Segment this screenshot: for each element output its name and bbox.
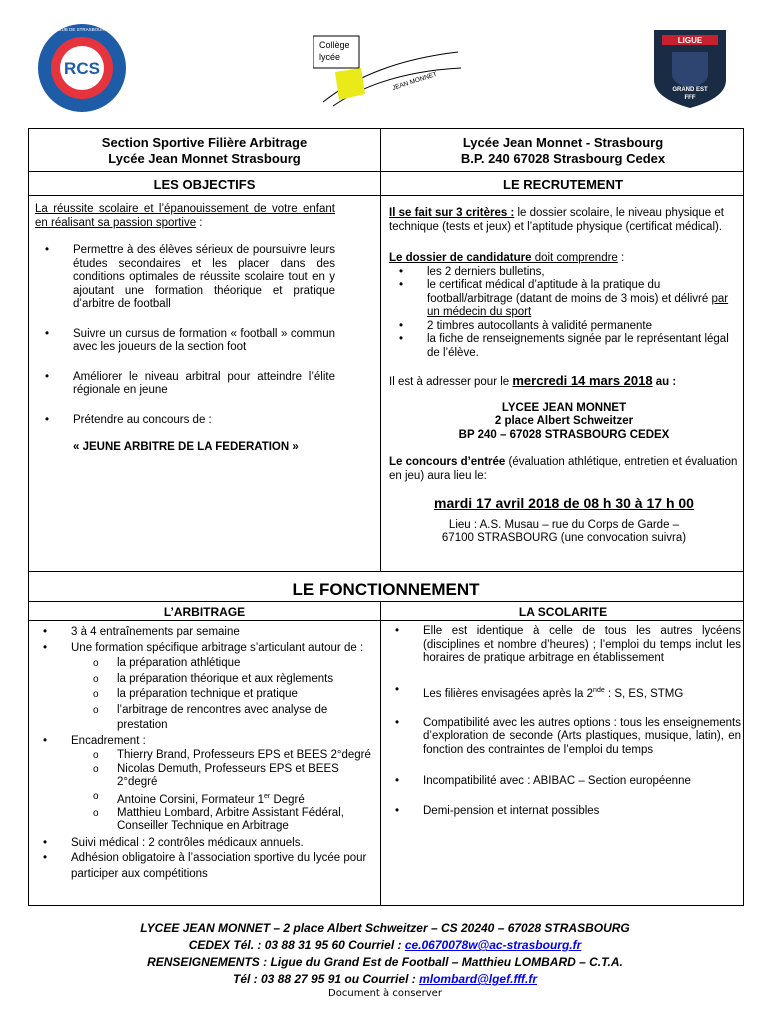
sub-list: [79, 749, 379, 834]
sub-item: o la préparation théorique et aux règlements: [79, 672, 379, 688]
sub-item: o Antoine Corsini, Formateur 1er Degré: [79, 790, 379, 807]
header-right-line1: Lycée Jean Monnet - Strasbourg: [462, 135, 664, 150]
ligue-logo: [650, 24, 730, 110]
logo-bar: [28, 18, 744, 128]
address-block: LYCEE JEAN MONNET 2 place Albert Schweitzer BP 240 – 67028 STRASBOURG CEDEX: [458, 401, 670, 441]
arbitrage-content: [33, 625, 379, 882]
recrutement-content: [389, 207, 739, 546]
list-item: • les 2 derniers bulletins,: [389, 266, 739, 280]
scolarite-content: [385, 625, 741, 818]
header-right: [381, 135, 745, 167]
divider: [29, 620, 743, 621]
list-item: • Prétendre au concours de :: [35, 414, 335, 428]
divider: [29, 571, 743, 572]
concours-date: mardi 17 avril 2018 de 08 h 30 à 17 h 00: [434, 495, 694, 511]
arbitrage-list: [33, 625, 379, 882]
footer-line3: RENSEIGNEMENTS : Ligue du Grand Est de Football – Matthieu LOMBARD – C.T.A.: [147, 955, 623, 969]
fonctionnement-title: LE FONCTIONNEMENT: [292, 580, 480, 599]
dossier-heading: Le dossier de candidature doit comprendre :: [389, 252, 625, 264]
header-left-line2: Lycée Jean Monnet Strasbourg: [108, 151, 301, 166]
scolarite-list: [385, 625, 741, 818]
sub-item: o la préparation technique et pratique: [79, 687, 379, 703]
sub-item: o Matthieu Lombard, Arbitre Assistant Fédéral, Conseiller Technique en Arbitrage: [79, 807, 379, 834]
adresser-text: Il est à adresser pour le mercredi 14 mars 2018 au :: [389, 373, 677, 388]
divider: [29, 171, 743, 172]
divider: [29, 601, 743, 602]
arbitrage-heading: L’ARBITRAGE: [163, 605, 246, 619]
criteres-text: Il se fait sur 3 critères : le dossier scolaire, le niveau physique et technique (tests et jeux) et l’aptitude physique (certificat médical).: [389, 207, 724, 233]
lieu-block: Lieu : A.S. Musau – rue du Corps de Garde – 67100 STRASBOURG (une convocation suivra): [441, 518, 687, 544]
list-item: • Demi-pension et internat possibles: [385, 805, 741, 819]
objectifs-intro: La réussite scolaire et l’épanouissement de votre enfant en réalisant sa passion sportive :: [35, 203, 335, 229]
college-logo: [313, 32, 463, 112]
objectifs-list: [35, 244, 335, 427]
sub-item: o Nicolas Demuth, Professeurs EPS et BEES 2°degré: [79, 763, 379, 790]
list-item: • Suivre un cursus de formation « football » commun avec les joueurs de la section foot: [35, 328, 335, 355]
main-frame: [28, 128, 744, 906]
concours-text: Le concours d’entrée (évaluation athlétique, entretien et évaluation en jeu) aura lieu le:: [389, 456, 738, 482]
footer-line2: CEDEX Tél. : 03 88 31 95 60 Courriel : ce.0670078w@ac-strasbourg.fr: [188, 938, 582, 952]
svg-text:RCS: RCS: [64, 59, 100, 78]
footer: [30, 920, 740, 988]
objectifs-content: [35, 203, 335, 455]
svg-text:Collège: Collège: [319, 40, 350, 50]
list-item: • Permettre à des élèves sérieux de poursuivre leurs études secondaires et les placer dans des conditions optimales de réussite scolaire tout en y ajoutant une formation théorique et pratique d’arbitre de football: [35, 244, 335, 312]
list-item: • le certificat médical d’aptitude à la pratique du football/arbitrage (datant de moins de 3 mois) et délivré par un médecin du sport: [389, 279, 739, 320]
svg-text:RACING CLUB DE STRASBOURG ALSA: RACING CLUB DE STRASBOURG ALSACE: [37, 27, 127, 32]
scolarite-heading: LA SCOLARITE: [518, 605, 608, 619]
sub-list: [79, 656, 379, 734]
column-divider-bottom: [380, 601, 381, 906]
list-item: • Les filières envisagées après la 2nde : S, ES, STMG: [385, 684, 741, 701]
list-item: • Compatibilité avec les autres options : tous les enseignements d’exploration de seconde (Arts plastiques, musique, latin), en fonction des contraintes de l’emploi du temps: [385, 717, 741, 758]
svg-text:lycée: lycée: [319, 52, 341, 62]
school-email-link[interactable]: ce.0670078w@ac-strasbourg.fr: [404, 938, 582, 952]
sub-item: o l’arbitrage de rencontres avec analyse de prestation: [79, 703, 379, 734]
concours-title: « JEUNE ARBITRE DE LA FEDERATION »: [73, 441, 299, 453]
list-item: • 2 timbres autocollants à validité permanente: [389, 320, 739, 334]
footer-line1: LYCEE JEAN MONNET – 2 place Albert Schweitzer – CS 20240 – 67028 STRASBOURG: [140, 921, 630, 935]
header-left-line1: Section Sportive Filière Arbitrage: [101, 135, 308, 150]
list-item: • Elle est identique à celle de tous les autres lycéens (disciplines et nombre d’heures) ; l’emploi du temps inclut les horaires de pratique arbitrage en établissement: [385, 625, 741, 666]
svg-text:LIGUE: LIGUE: [677, 36, 703, 45]
list-item: • Améliorer le niveau arbitral pour atteindre l’élite régionale en jeune: [35, 371, 335, 398]
list-item: • la fiche de renseignements signée par le représentant légal de l’élève.: [389, 333, 739, 360]
list-item: • Encadrement : o Thierry Brand, Professeurs EPS et BEES 2°degré o Nicolas Demuth, Professeurs EPS et BEES 2°degré o Antoine Corsini, Formateur 1er Degré o Matthieu Lombard, Arbitre Assistant Fédéral, Conseiller Technique en Arbitrage: [33, 734, 379, 834]
list-item: • Suivi médical : 2 contrôles médicaux annuels.: [33, 836, 379, 852]
dossier-list: [389, 266, 739, 361]
divider: [29, 195, 743, 196]
footer-line4: Tél : 03 88 27 95 91 ou Courriel : mlombard@lgef.fff.fr: [232, 972, 537, 986]
list-item: • Adhésion obligatoire à l’association sportive du lycée pour participer aux compétitions: [33, 851, 379, 882]
objectifs-heading: LES OBJECTIFS: [153, 177, 256, 192]
header-left: [29, 135, 380, 167]
document-note: Document à conserver: [328, 988, 442, 999]
recrutement-heading: LE RECRUTEMENT: [503, 177, 623, 192]
sub-item: o Thierry Brand, Professeurs EPS et BEES 2°degré: [79, 749, 379, 763]
list-item: • 3 à 4 entraînements par semaine: [33, 625, 379, 641]
svg-text:GRAND EST: GRAND EST: [672, 87, 708, 93]
header-right-line2: B.P. 240 67028 Strasbourg Cedex: [460, 151, 666, 166]
svg-text:JEAN MONNET: JEAN MONNET: [391, 70, 438, 92]
list-item: • Une formation spécifique arbitrage s’articulant autour de : o la préparation athlétique o la préparation théorique et aux règlements o la préparation technique et pratique o l’arbitrage de rencontres avec analyse de prestation: [33, 641, 379, 734]
svg-text:FFF: FFF: [684, 95, 696, 101]
list-item: • Incompatibilité avec : ABIBAC – Section européenne: [385, 775, 741, 789]
sub-item: o la préparation athlétique: [79, 656, 379, 672]
contact-email-link[interactable]: mlombard@lgef.fff.fr: [419, 972, 537, 986]
rcs-logo: [36, 22, 128, 114]
